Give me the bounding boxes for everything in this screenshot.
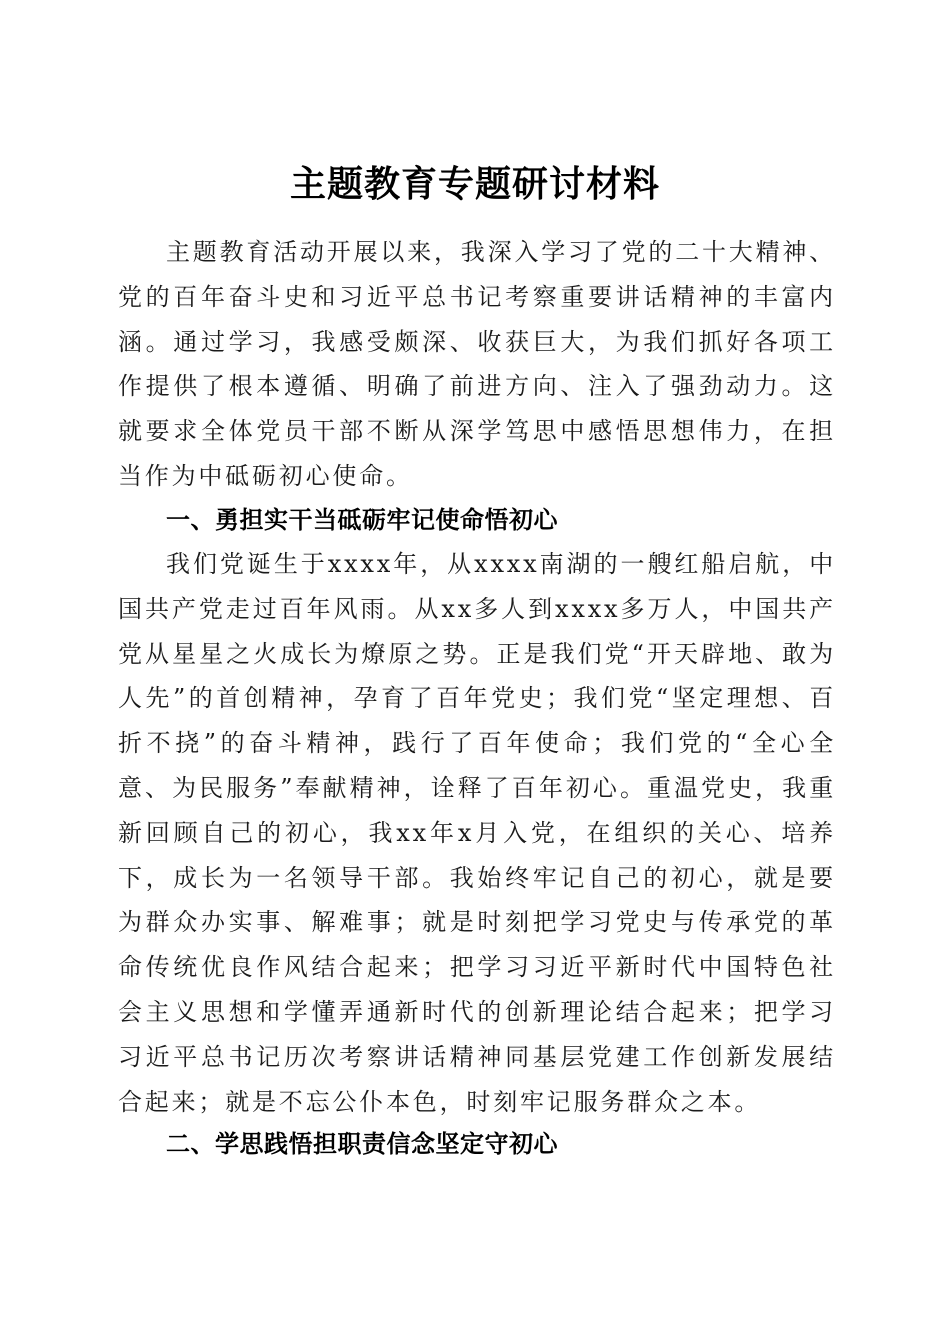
- section-1-paragraph: 我们党诞生于xxxx年，从xxxx南湖的一艘红船启航，中国共产党走过百年风雨。从xx多人到xxxx多万人，中国共产党从星星之火成长为燎原之势。正是我们党“开天辟地、敢为人先”的首创精神，孕育了百年党史；我们党“坚定理想、百折不挠”的奋斗精神，践行了百年使命；我们党的“全心全意、为民服务”奉献精神，诠释了百年初心。重温党史，我重新回顾自己的初心，我xx年x月入党，在组织的关心、培养下，成长为一名领导干部。我始终牢记自己的初心，就是要为群众办实事、解难事；就是时刻把学习党史与传承党的革命传统优良作风结合起来；把学习习近平新时代中国特色社会主义思想和学懂弄通新时代的创新理论结合起来；把学习习近平总书记历次考察讲话精神同基层党建工作创新发展结合起来；就是不忘公仆本色，时刻牢记服务群众之本。: [118, 550, 836, 1116]
- section-heading-1: 一、勇担实干当砥砺牢记使命悟初心: [166, 506, 558, 534]
- intro-paragraph: 主题教育活动开展以来，我深入学习了党的二十大精神、党的百年奋斗史和习近平总书记考察重要讲话精神的丰富内涵。通过学习，我感受颇深、收获巨大，为我们抓好各项工作提供了根本遵循、明确了前进方向、注入了强劲动力。这就要求全体党员干部不断从深学笃思中感悟思想伟力，在担当作为中砥砺初心使命。: [118, 238, 836, 490]
- section-heading-2: 二、学思践悟担职责信念坚定守初心: [166, 1130, 558, 1158]
- document-title: 主题教育专题研讨材料: [289, 163, 660, 206]
